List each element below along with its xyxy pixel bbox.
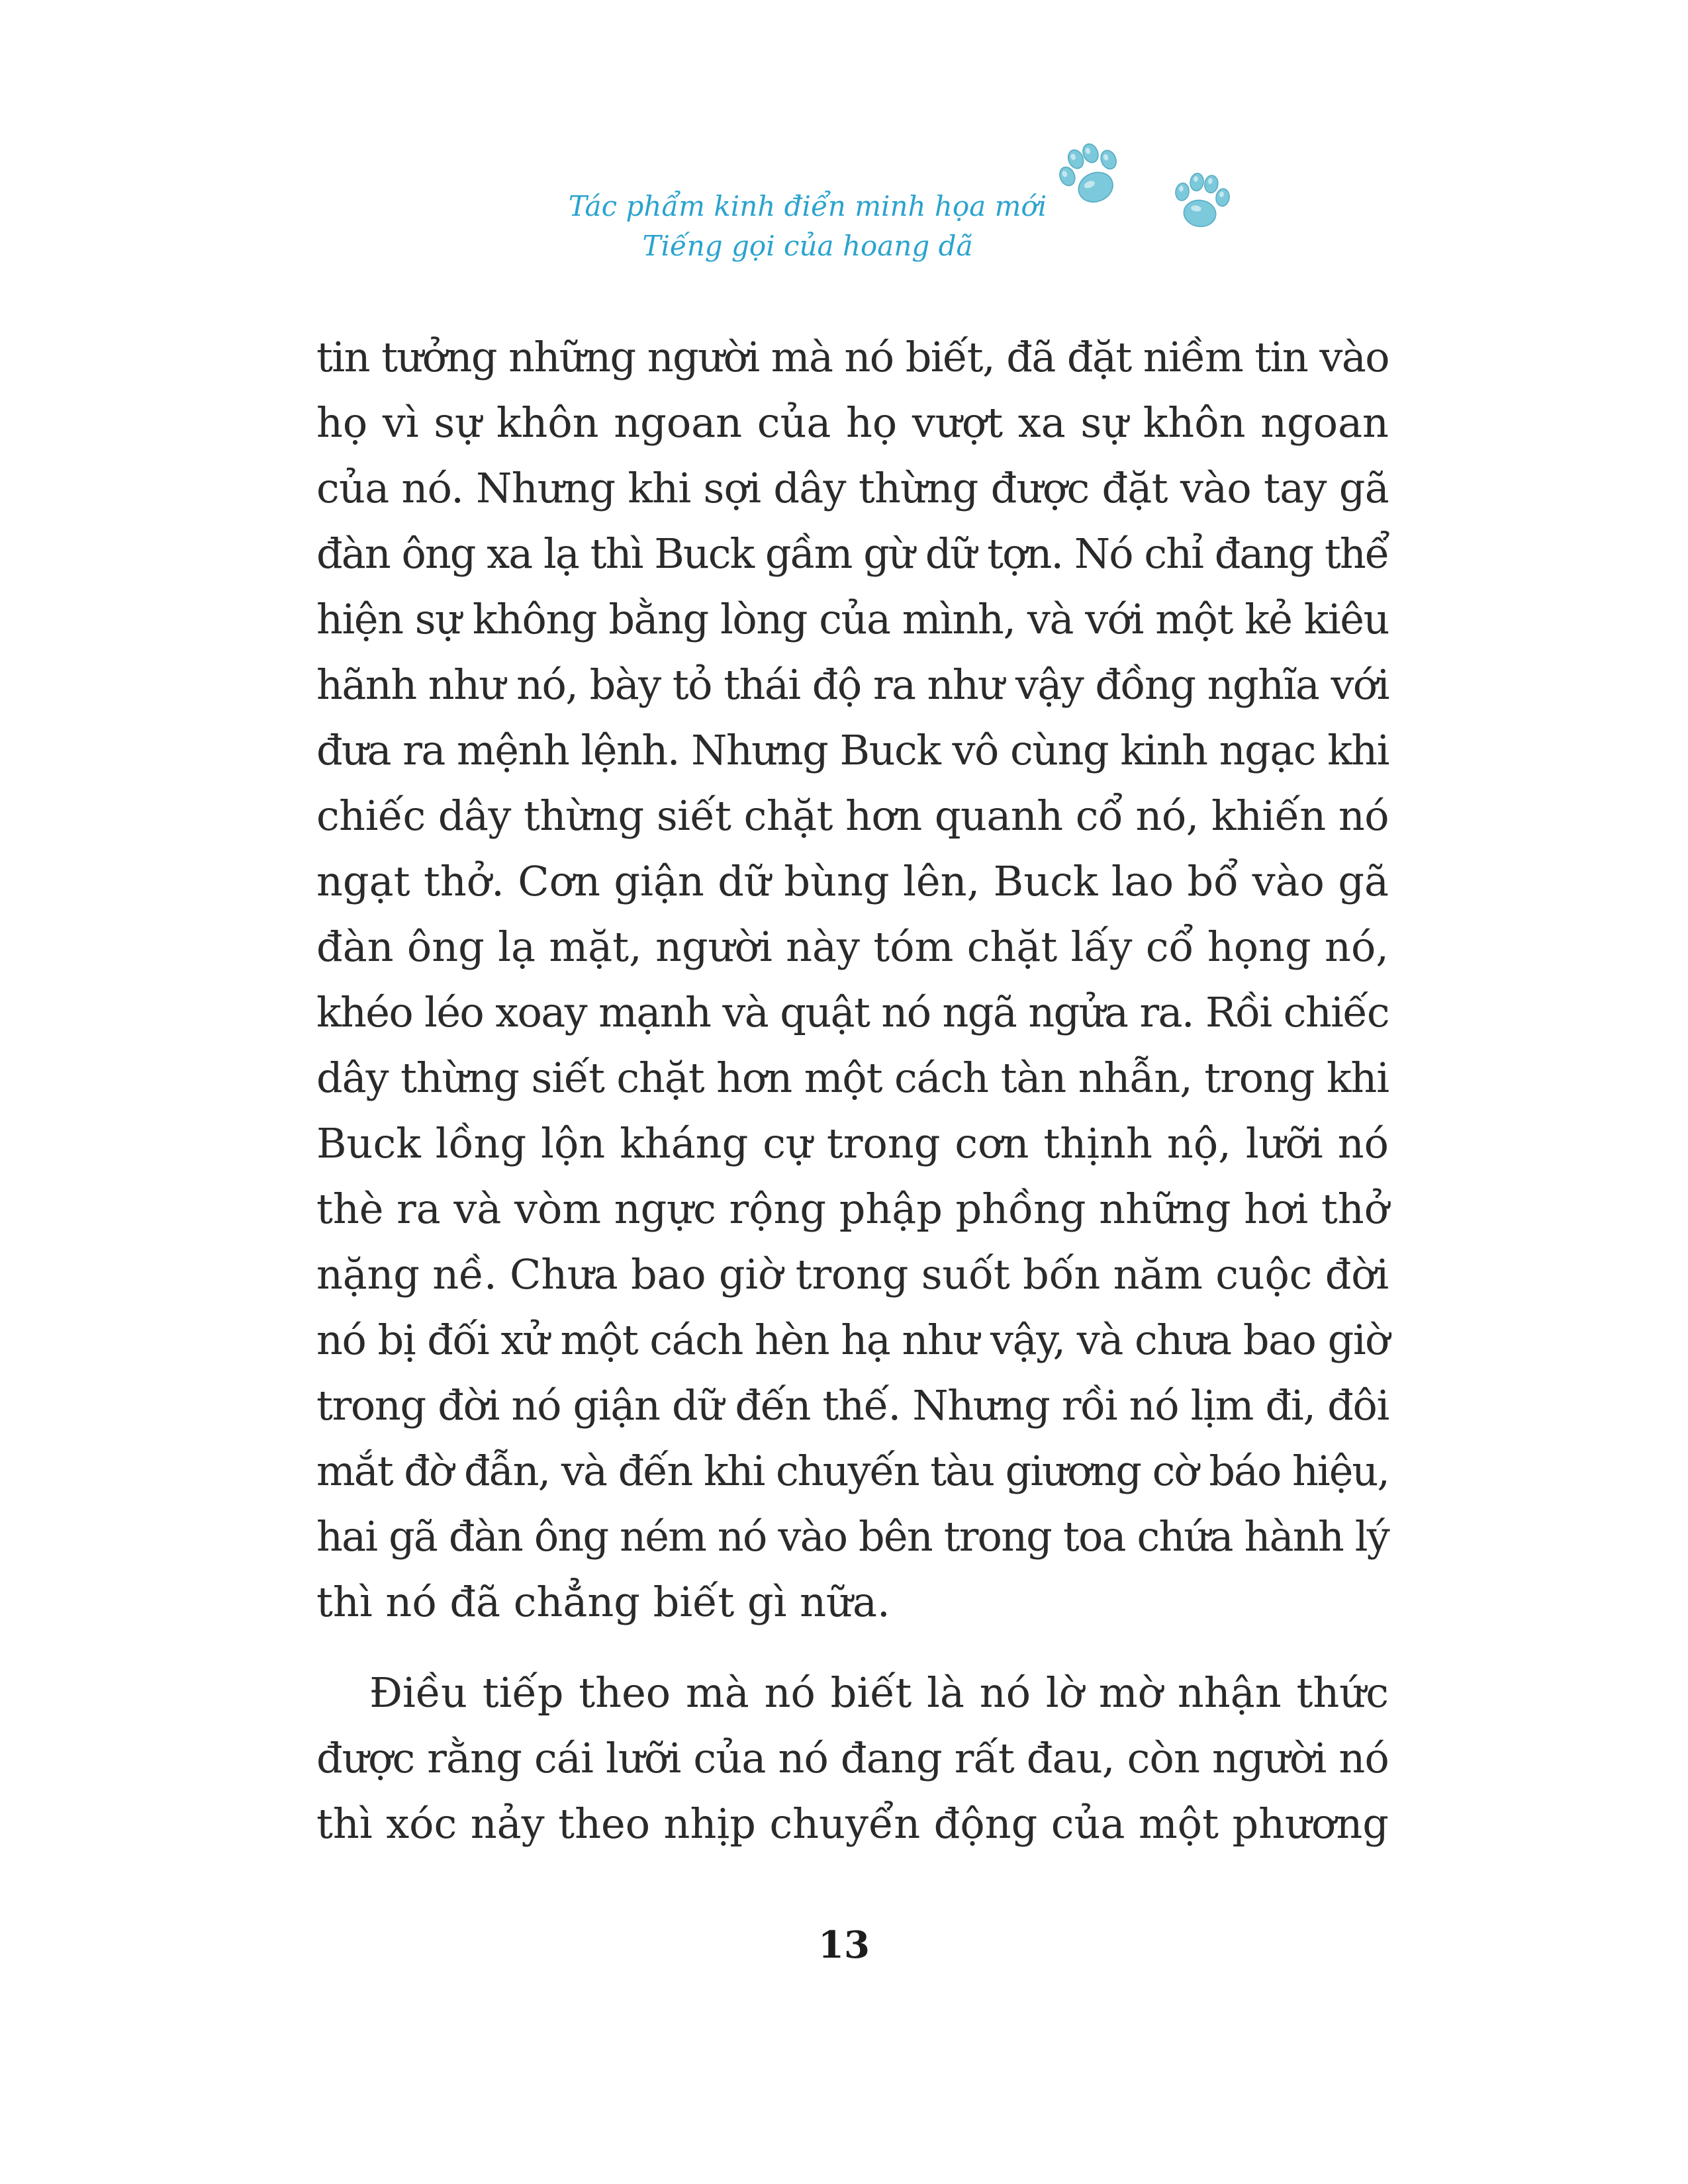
text-line: Buck lồng lộn kháng cự trong cơn thịnh nộ, lưỡi nó (316, 1119, 1389, 1167)
paragraph-2 (316, 1660, 1389, 1856)
text-line: họ vì sự khôn ngoan của họ vượt xa sự khôn ngoan (316, 398, 1389, 447)
text-line: hãnh như nó, bày tỏ thái độ ra như vậy đồng nghĩa với (316, 660, 1389, 709)
paragraph-1 (316, 324, 1389, 1635)
text-line: hai gã đàn ông ném nó vào bên trong toa chứa hành lý (316, 1512, 1389, 1561)
text-line: đàn ông lạ mặt, người này tóm chặt lấy cổ họng nó, (316, 923, 1389, 971)
running-head (490, 187, 1125, 266)
text-line: đàn ông xa lạ thì Buck gầm gừ dữ tợn. Nó chỉ đang thể (316, 529, 1389, 578)
text-line: nặng nề. Chưa bao giờ trong suốt bốn năm cuộc đời (316, 1250, 1389, 1298)
paw-print-icon (1160, 161, 1243, 243)
text-line: Điều tiếp theo mà nó biết là nó lờ mờ nhận thức (369, 1668, 1389, 1717)
text-line: hiện sự không bằng lòng của mình, và với một kẻ kiêu (316, 595, 1389, 643)
text-line: được rằng cái lưỡi của nó đang rất đau, còn người nó (316, 1734, 1389, 1782)
text-line: đưa ra mệnh lệnh. Nhưng Buck vô cùng kinh ngạc khi (316, 726, 1389, 774)
running-head-title: Tiếng gọi của hoang dã (642, 230, 973, 262)
text-line: trong đời nó giận dữ đến thế. Nhưng rồi nó lịm đi, đôi (316, 1381, 1389, 1430)
text-line: khéo léo xoay mạnh và quật nó ngã ngửa ra. Rồi chiếc (316, 988, 1389, 1036)
page-number: 13 (818, 1923, 870, 1967)
text-line: nó bị đối xử một cách hèn hạ như vậy, và chưa bao giờ (316, 1316, 1389, 1364)
text-line: của nó. Nhưng khi sợi dây thừng được đặt vào tay gã (316, 464, 1389, 512)
text-line: thè ra và vòm ngực rộng phập phồng những hơi thở (316, 1185, 1389, 1233)
text-line: thì nó đã chẳng biết gì nữa. (316, 1578, 890, 1626)
text-line: thì xóc nảy theo nhịp chuyển động của một phương (316, 1799, 1389, 1848)
text-line: tin tưởng những người mà nó biết, đã đặt niềm tin vào (316, 333, 1389, 381)
body-text (316, 324, 1389, 1856)
text-line: chiếc dây thừng siết chặt hơn quanh cổ nó, khiến nó (316, 792, 1389, 840)
running-head-series: Tác phẩm kinh điển minh họa mới (568, 190, 1047, 222)
text-line: dây thừng siết chặt hơn một cách tàn nhẫn, trong khi (316, 1054, 1389, 1102)
text-line: mắt đờ đẫn, và đến khi chuyến tàu giương cờ báo hiệu, (316, 1447, 1389, 1495)
text-line: ngạt thở. Cơn giận dữ bùng lên, Buck lao bổ vào gã (316, 857, 1389, 905)
